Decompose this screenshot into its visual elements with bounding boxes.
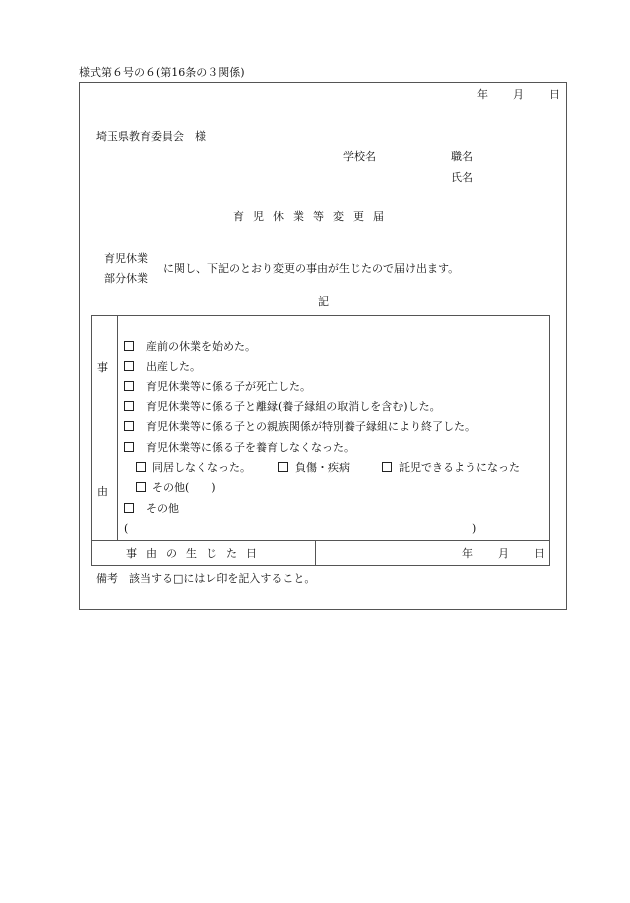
header-month: 月 [513, 88, 524, 101]
reason-item[interactable]: 育児休業等に係る子との親族関係が特別養子縁組により終了した。 [124, 421, 476, 432]
checkbox-icon[interactable] [124, 421, 134, 431]
occurrence-day: 日 [534, 547, 545, 560]
position-label: 職名 [451, 150, 473, 163]
name-label: 氏名 [451, 171, 473, 184]
other-paren-open: ( [124, 522, 129, 535]
checkbox-icon[interactable] [124, 503, 134, 513]
checkbox-icon[interactable] [278, 462, 288, 472]
checkbox-icon[interactable] [124, 401, 134, 411]
reason-label-top: 事 [97, 361, 108, 374]
reason-item[interactable]: 出産した。 [124, 361, 201, 372]
addressee: 埼玉県教育委員会 様 [96, 130, 206, 143]
reason-item[interactable]: 産前の休業を始めた。 [124, 341, 256, 352]
intro-text: に関し、下記のとおり変更の事由が生じたので届け出ます。 [163, 262, 460, 275]
checkbox-icon[interactable] [124, 442, 134, 452]
date-row-divider [91, 540, 550, 541]
note: 備考 該当する□にはレ印を記入すること。 [96, 572, 316, 585]
reason-item[interactable]: 育児休業等に係る子と離縁(養子縁組の取消しを含む)した。 [124, 401, 441, 412]
occurrence-year: 年 [462, 547, 473, 560]
occurrence-date-label: 事由の生じた日 [126, 547, 266, 560]
school-label: 学校名 [343, 150, 376, 163]
date-cell-divider [315, 540, 316, 566]
ki-label: 記 [318, 295, 329, 308]
reasons-column-divider [117, 315, 118, 541]
form-title: 育児休業等変更届 [233, 210, 393, 223]
sub-reason-daycare[interactable]: 託児できるようになった [382, 462, 520, 473]
reason-label-bottom: 由 [97, 485, 108, 498]
checkbox-icon[interactable] [382, 462, 392, 472]
header-day: 日 [549, 88, 560, 101]
checkbox-icon[interactable] [124, 361, 134, 371]
checkbox-icon[interactable] [124, 341, 134, 351]
checkbox-icon[interactable] [124, 381, 134, 391]
reason-other[interactable]: その他 [124, 503, 179, 514]
sub-reason-same-residence[interactable]: 同居しなくなった。 [136, 462, 251, 473]
other-detail-field[interactable] [134, 520, 464, 536]
checkbox-icon[interactable] [136, 462, 146, 472]
checkbox-icon[interactable] [136, 482, 146, 492]
reason-item[interactable]: 育児休業等に係る子を養育しなくなった。 [124, 442, 355, 453]
sub-reason-other[interactable]: その他( ) [136, 482, 216, 493]
header-year: 年 [477, 88, 488, 101]
reason-item[interactable]: 育児休業等に係る子が死亡した。 [124, 381, 311, 392]
intro-option-childcare: 育児休業 [104, 252, 148, 265]
intro-option-partial: 部分休業 [104, 272, 148, 285]
sub-reason-injury[interactable]: 負傷・疾病 [278, 462, 350, 473]
occurrence-month: 月 [498, 547, 509, 560]
form-number: 様式第６号の６(第16条の３関係) [79, 66, 245, 79]
other-paren-close: ) [472, 522, 477, 535]
